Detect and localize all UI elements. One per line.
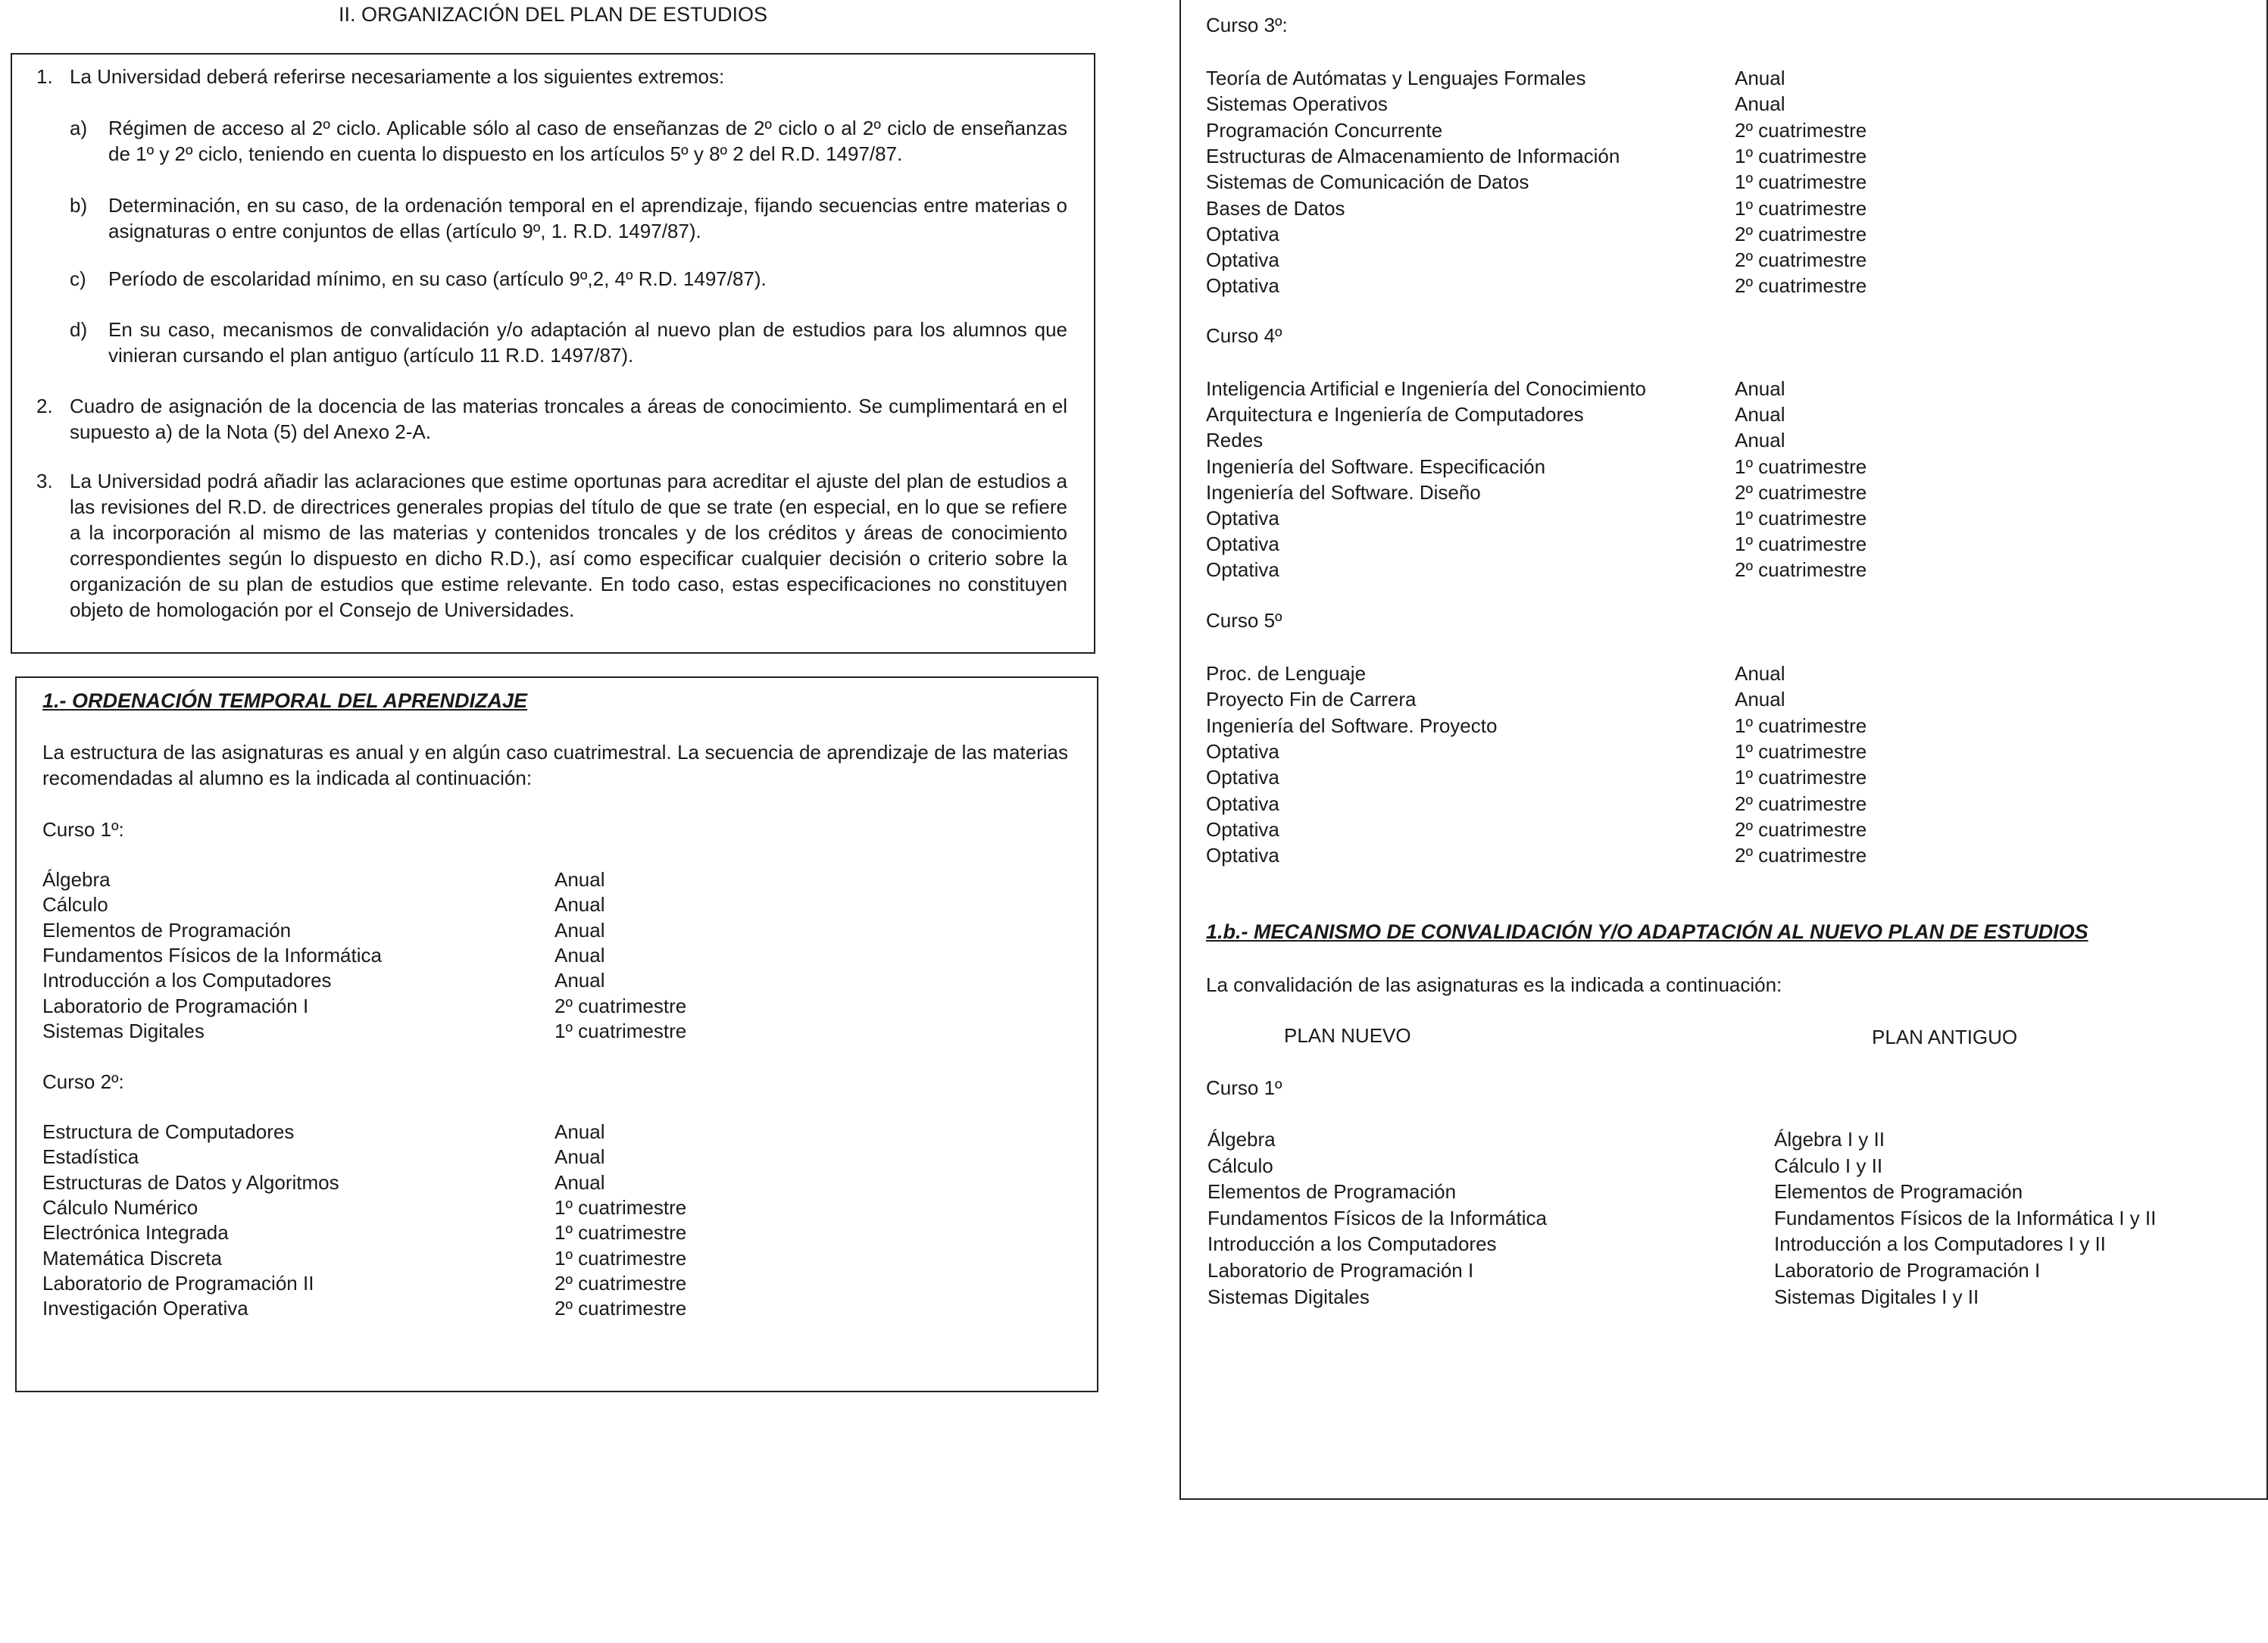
subject-duration: Anual bbox=[1735, 92, 1785, 116]
curso3-label: Curso 3º: bbox=[1206, 14, 1288, 36]
plan-nuevo-subject: Introducción a los Computadores bbox=[1207, 1232, 1497, 1256]
subject-duration: Anual bbox=[555, 943, 605, 967]
plan-nuevo-subject: Elementos de Programación bbox=[1207, 1180, 1457, 1204]
subject-name: Proc. de Lenguaje bbox=[1206, 662, 1367, 685]
plan-antiguo-subject: Introducción a los Computadores I y II bbox=[1774, 1232, 2106, 1256]
curso5-label: Curso 5º bbox=[1206, 609, 1282, 632]
subject-name: Bases de Datos bbox=[1206, 196, 1345, 220]
plan-nuevo-subject: Sistemas Digitales bbox=[1207, 1285, 1370, 1308]
subject-name: Proyecto Fin de Carrera bbox=[1206, 688, 1417, 711]
item2-num: 2. bbox=[36, 395, 53, 417]
subject-name: Optativa bbox=[1206, 507, 1279, 529]
subject-duration: 1º cuatrimestre bbox=[555, 1195, 687, 1219]
subject-duration: Anual bbox=[1735, 377, 1785, 400]
subject-duration: 2º cuatrimestre bbox=[1735, 480, 1867, 504]
subject-name: Optativa bbox=[1206, 844, 1279, 867]
subject-name: Teoría de Autómatas y Lenguajes Formales bbox=[1206, 67, 1586, 89]
subject-name: Programación Concurrente bbox=[1206, 118, 1443, 142]
subject-duration: 2º cuatrimestre bbox=[555, 1271, 687, 1295]
subject-duration: 1º cuatrimestre bbox=[555, 1221, 687, 1245]
subject-duration: 2º cuatrimestre bbox=[1735, 118, 1867, 142]
subject-name: Cálculo bbox=[42, 893, 108, 917]
subitem-d-text: En su caso, mecanismos de convalidación y/o adaptación al nuevo plan de estudios para los alumnos que vinieran cursando el plan antiguo (artículo 11 R.D. 1497/87). bbox=[108, 318, 1067, 367]
plan-antiguo-subject: Sistemas Digitales I y II bbox=[1774, 1285, 1979, 1308]
plan-nuevo-subject: Fundamentos Físicos de la Informática bbox=[1207, 1206, 1547, 1229]
plan-antiguo-subject: Cálculo I y II bbox=[1774, 1154, 1883, 1177]
subject-duration: 2º cuatrimestre bbox=[555, 994, 687, 1017]
subitem-c-letter: c) bbox=[70, 267, 86, 290]
subject-name: Optativa bbox=[1206, 766, 1279, 789]
subject-duration: 1º cuatrimestre bbox=[1735, 454, 1867, 478]
subject-name: Estructuras de Datos y Algoritmos bbox=[42, 1170, 339, 1194]
subject-name: Estructuras de Almacenamiento de Información bbox=[1206, 144, 1620, 167]
subject-name: Investigación Operativa bbox=[42, 1297, 248, 1320]
subject-duration: 2º cuatrimestre bbox=[1735, 844, 1867, 867]
subitem-b-letter: b) bbox=[70, 194, 88, 217]
subject-name: Optativa bbox=[1206, 533, 1279, 556]
subject-duration: 1º cuatrimestre bbox=[1735, 144, 1867, 167]
subject-name: Sistemas Digitales bbox=[42, 1019, 205, 1042]
subject-name: Estructura de Computadores bbox=[42, 1120, 295, 1143]
subject-name: Ingeniería del Software. Diseño bbox=[1206, 480, 1481, 504]
subject-name: Cálculo Numérico bbox=[42, 1195, 198, 1219]
subject-duration: Anual bbox=[1735, 688, 1785, 711]
subject-name: Ingeniería del Software. Especificación bbox=[1206, 454, 1546, 478]
subject-duration: 1º cuatrimestre bbox=[555, 1246, 687, 1270]
subject-duration: 2º cuatrimestre bbox=[1735, 248, 1867, 272]
subject-duration: 2º cuatrimestre bbox=[1735, 222, 1867, 245]
curso2-label: Curso 2º: bbox=[42, 1070, 124, 1093]
plan-antiguo-subject: Fundamentos Físicos de la Informática I y II bbox=[1774, 1206, 2157, 1229]
plan-nuevo-subject: Laboratorio de Programación I bbox=[1207, 1259, 1474, 1282]
subject-duration: Anual bbox=[555, 1145, 605, 1169]
subject-name: Optativa bbox=[1206, 274, 1279, 298]
subject-name: Arquitectura e Ingeniería de Computadores bbox=[1206, 403, 1584, 426]
plan-nuevo-subject: Álgebra bbox=[1207, 1128, 1276, 1151]
item1-text: La Universidad deberá referirse necesariamente a los siguientes extremos: bbox=[70, 65, 725, 88]
item2-text: Cuadro de asignación de la docencia de las materias troncales a áreas de conocimiento. Se cumplimentará en el supuesto a) de la Nota (5) del Anexo 2-A. bbox=[70, 395, 1067, 443]
convalidacion-intro: La convalidación de las asignaturas es la indicada a continuación: bbox=[1206, 973, 1782, 996]
subject-name: Laboratorio de Programación II bbox=[42, 1271, 314, 1295]
plan-antiguo-subject: Laboratorio de Programación I bbox=[1774, 1259, 2041, 1282]
subject-name: Optativa bbox=[1206, 222, 1279, 245]
subject-duration: 1º cuatrimestre bbox=[1735, 766, 1867, 789]
subject-duration: Anual bbox=[555, 868, 605, 891]
subject-name: Optativa bbox=[1206, 558, 1279, 582]
subject-duration: 2º cuatrimestre bbox=[1735, 558, 1867, 582]
subject-name: Optativa bbox=[1206, 792, 1279, 815]
subject-name: Introducción a los Computadores bbox=[42, 969, 332, 992]
subject-duration: Anual bbox=[1735, 403, 1785, 426]
ordenacion-intro: La estructura de las asignaturas es anual y en algún caso cuatrimestral. La secuencia de aprendizaje de las materias recomendadas al alumno es la indicada al continuación: bbox=[42, 741, 1068, 789]
plan-nuevo-header: PLAN NUEVO bbox=[1284, 1024, 1411, 1047]
subitem-c-text: Período de escolaridad mínimo, en su caso (artículo 9º,2, 4º R.D. 1497/87). bbox=[108, 267, 767, 290]
subject-duration: Anual bbox=[555, 918, 605, 942]
subject-duration: 1º cuatrimestre bbox=[1735, 533, 1867, 556]
subject-duration: 1º cuatrimestre bbox=[1735, 507, 1867, 529]
subject-duration: 1º cuatrimestre bbox=[1735, 196, 1867, 220]
subject-name: Redes bbox=[1206, 429, 1264, 452]
subitem-d-letter: d) bbox=[70, 318, 88, 341]
subject-duration: 2º cuatrimestre bbox=[1735, 274, 1867, 298]
subject-name: Matemática Discreta bbox=[42, 1246, 222, 1270]
subject-duration: Anual bbox=[1735, 429, 1785, 452]
subject-duration: 1º cuatrimestre bbox=[1735, 714, 1867, 737]
subject-name: Laboratorio de Programación I bbox=[42, 994, 309, 1017]
subject-duration: Anual bbox=[1735, 67, 1785, 89]
subject-duration: 1º cuatrimestre bbox=[1735, 170, 1867, 194]
subject-duration: Anual bbox=[555, 1120, 605, 1143]
subject-name: Estadística bbox=[42, 1145, 139, 1169]
subject-duration: Anual bbox=[555, 893, 605, 917]
item1-num: 1. bbox=[36, 65, 53, 88]
subject-name: Sistemas Operativos bbox=[1206, 92, 1388, 116]
subject-duration: 2º cuatrimestre bbox=[555, 1297, 687, 1320]
subject-name: Optativa bbox=[1206, 817, 1279, 841]
subject-name: Elementos de Programación bbox=[42, 918, 292, 942]
curso4-label: Curso 4º bbox=[1206, 324, 1282, 347]
subject-duration: 2º cuatrimestre bbox=[1735, 792, 1867, 815]
plan-antiguo-subject: Álgebra I y II bbox=[1774, 1128, 1885, 1151]
subject-name: Electrónica Integrada bbox=[42, 1221, 229, 1245]
subject-duration: 1º cuatrimestre bbox=[1735, 739, 1867, 763]
subject-name: Optativa bbox=[1206, 248, 1279, 272]
subitem-a-text: Régimen de acceso al 2º ciclo. Aplicable sólo al caso de enseñanzas de 2º ciclo o al 2º ciclo de enseñanzas de 1º y 2º ciclo, teniendo en cuenta lo dispuesto en los artículos 5º y 8º 2 del R.D. 1497/87. bbox=[108, 117, 1067, 165]
subject-duration: 2º cuatrimestre bbox=[1735, 817, 1867, 841]
item3-num: 3. bbox=[36, 470, 53, 492]
convalidacion-heading: 1.b.- MECANISMO DE CONVALIDACIÓN Y/O ADAPTACIÓN AL NUEVO PLAN DE ESTUDIOS bbox=[1206, 920, 2088, 943]
plan-nuevo-subject: Cálculo bbox=[1207, 1154, 1273, 1177]
plan-antiguo-subject: Elementos de Programación bbox=[1774, 1180, 2023, 1204]
plan-antiguo-header: PLAN ANTIGUO bbox=[1872, 1026, 2018, 1048]
subject-name: Álgebra bbox=[42, 868, 111, 891]
subject-duration: Anual bbox=[1735, 662, 1785, 685]
curso1-label: Curso 1º: bbox=[42, 818, 124, 841]
ordenacion-heading: 1.- ORDENACIÓN TEMPORAL DEL APRENDIZAJE bbox=[42, 689, 528, 712]
subject-name: Optativa bbox=[1206, 739, 1279, 763]
item3-text: La Universidad podrá añadir las aclaraciones que estime oportunas para acreditar el ajuste del plan de estudios a las revisiones del R.D. de directrices generales propias del título de que se trate (en especial, en lo que se refiere a la incorporación al mismo de las materias y contenidos troncales y de los créditos y áreas de conocimiento correspondientes según lo dispuesto en dicho R.D.), así como especificar cualquier decisión o criterio sobre la organización de su plan de estudios que estime relevante. En todo caso, estas especificaciones no constituyen objeto de homologación por el Consejo de Universidades. bbox=[70, 470, 1067, 621]
subject-duration: 1º cuatrimestre bbox=[555, 1019, 687, 1042]
subitem-a-letter: a) bbox=[70, 117, 88, 139]
subject-name: Sistemas de Comunicación de Datos bbox=[1206, 170, 1529, 194]
subitem-b-text: Determinación, en su caso, de la ordenación temporal en el aprendizaje, fijando secuencias entre materias o asignaturas o entre conjuntos de ellas (artículo 9º, 1. R.D. 1497/87). bbox=[108, 194, 1067, 242]
page-title: II. ORGANIZACIÓN DEL PLAN DE ESTUDIOS bbox=[338, 3, 768, 26]
subject-name: Fundamentos Físicos de la Informática bbox=[42, 943, 382, 967]
convalidacion-curso-label: Curso 1º bbox=[1206, 1076, 1282, 1099]
subject-name: Ingeniería del Software. Proyecto bbox=[1206, 714, 1498, 737]
subject-name: Inteligencia Artificial e Ingeniería del Conocimiento bbox=[1206, 377, 1647, 400]
subject-duration: Anual bbox=[555, 969, 605, 992]
subject-duration: Anual bbox=[555, 1170, 605, 1194]
